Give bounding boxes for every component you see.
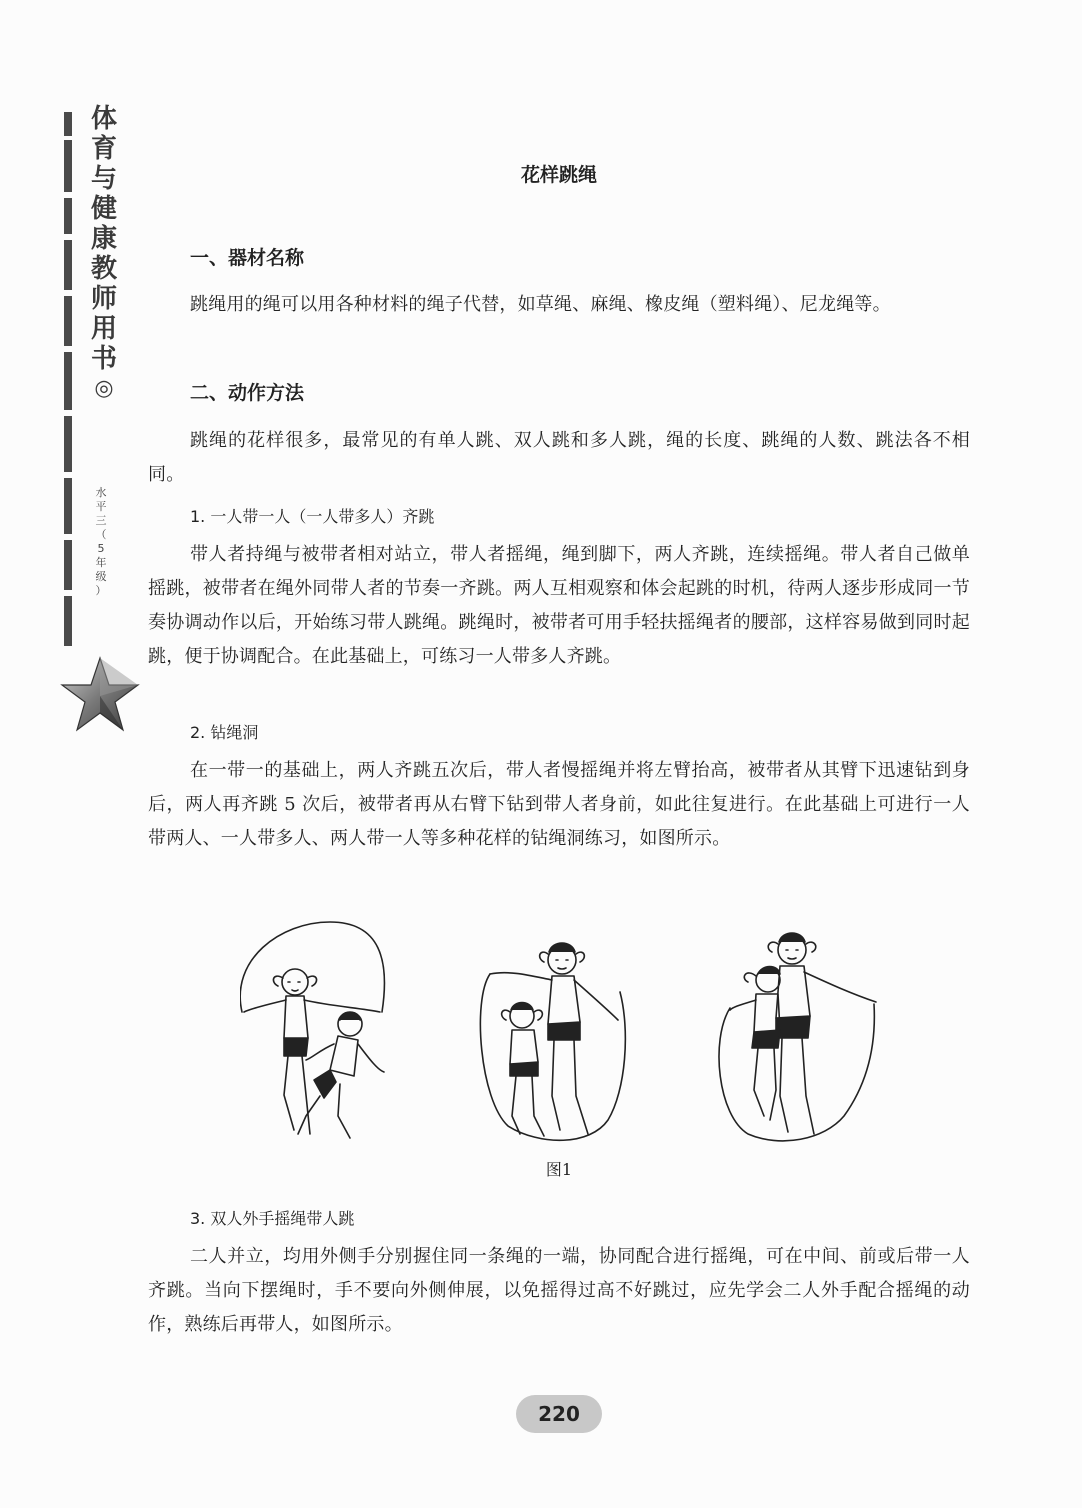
book-title-char: 与: [90, 164, 117, 194]
illustration-panel-2: [480, 943, 625, 1140]
margin-bar: [64, 540, 72, 590]
book-title-char: 健: [90, 194, 117, 224]
level-char: 年: [95, 556, 107, 569]
paragraph: 带人者持绳与被带者相对站立，带人者摇绳，绳到脚下，两人齐跳，连续摇绳。带人者自己做单摇跳，被带者在绳外同带人者的节奏一齐跳。两人互相观察和体会起跳的时机，待两人逐步形成同一节奏协调动作以后，开始练习带人跳绳。跳绳时，被带者可用手轻扶摇绳者的腰部，这样容易做到同时起跳，便于协调配合。在此基础上，可练习一人带多人齐跳。: [148, 544, 970, 667]
jump-rope-illustration: [240, 920, 880, 1150]
illustration-panel-3: [719, 933, 876, 1141]
book-title-char: 书: [90, 344, 117, 374]
margin-bar: [64, 596, 72, 646]
margin-bar: [64, 240, 72, 290]
margin-bar: [64, 198, 72, 234]
level-char: 三: [95, 514, 107, 527]
subsection-heading: 2. 钻绳洞: [190, 723, 259, 742]
book-title-char: 用: [90, 314, 117, 344]
section-heading: 二、动作方法: [190, 382, 305, 404]
margin-bar: [64, 416, 72, 472]
margin-bar: [64, 352, 72, 410]
margin-bar: [64, 112, 72, 136]
margin-bar: [64, 478, 72, 534]
grade-level-vertical: [92, 486, 110, 598]
page-title: 花样跳绳: [520, 164, 597, 186]
level-char: 水: [95, 486, 107, 499]
level-char: ）: [95, 584, 107, 597]
paragraph: 跳绳用的绳可以用各种材料的绳子代替，如草绳、麻绳、橡皮绳（塑料绳）、尼龙绳等。: [190, 294, 891, 315]
book-title-char: 育: [90, 134, 117, 164]
book-title-char: 师: [90, 284, 117, 314]
illustration-panel-1: [240, 922, 384, 1138]
figure-caption: 图1: [545, 1160, 573, 1179]
book-title-vertical: [88, 104, 120, 404]
margin-bar: [64, 296, 72, 346]
level-char: 平: [95, 500, 107, 513]
book-title-char: 康: [90, 224, 117, 254]
level-char: 级: [95, 570, 107, 583]
book-title-char: 教: [90, 254, 117, 284]
paragraph: 二人并立，均用外侧手分别握住同一条绳的一端，协同配合进行摇绳，可在中间、前或后带一人齐跳。当向下摆绳时，手不要向外侧伸展，以免摇得过高不好跳过，应先学会二人外手配合摇绳的动作，熟练后再带人，如图所示。: [148, 1246, 970, 1335]
section-heading: 一、器材名称: [190, 247, 305, 269]
star-icon: [60, 656, 140, 732]
margin-bar: [64, 140, 72, 192]
subsection-heading: 1. 一人带一人（一人带多人）齐跳: [190, 507, 435, 526]
subsection-heading: 3. 双人外手摇绳带人跳: [190, 1209, 355, 1228]
paragraph: 跳绳的花样很多，最常见的有单人跳、双人跳和多人跳，绳的长度、跳绳的人数、跳法各不相同。: [148, 430, 970, 485]
level-char: （: [95, 528, 107, 541]
page-number: 220: [516, 1395, 602, 1433]
title-mark: ◎: [94, 376, 114, 401]
book-title-char: 体: [90, 104, 117, 134]
paragraph: 在一带一的基础上，两人齐跳五次后，带人者慢摇绳并将左臂抬高，被带者从其臂下迅速钻到身后，两人再齐跳 5 次后，被带者再从右臂下钻到带人者身前，如此往复进行。在此基础上可进行一人带两人、一人带多人、两人带一人等多种花样的钻绳洞练习，如图所示。: [148, 760, 970, 849]
level-char: 5: [97, 542, 105, 555]
